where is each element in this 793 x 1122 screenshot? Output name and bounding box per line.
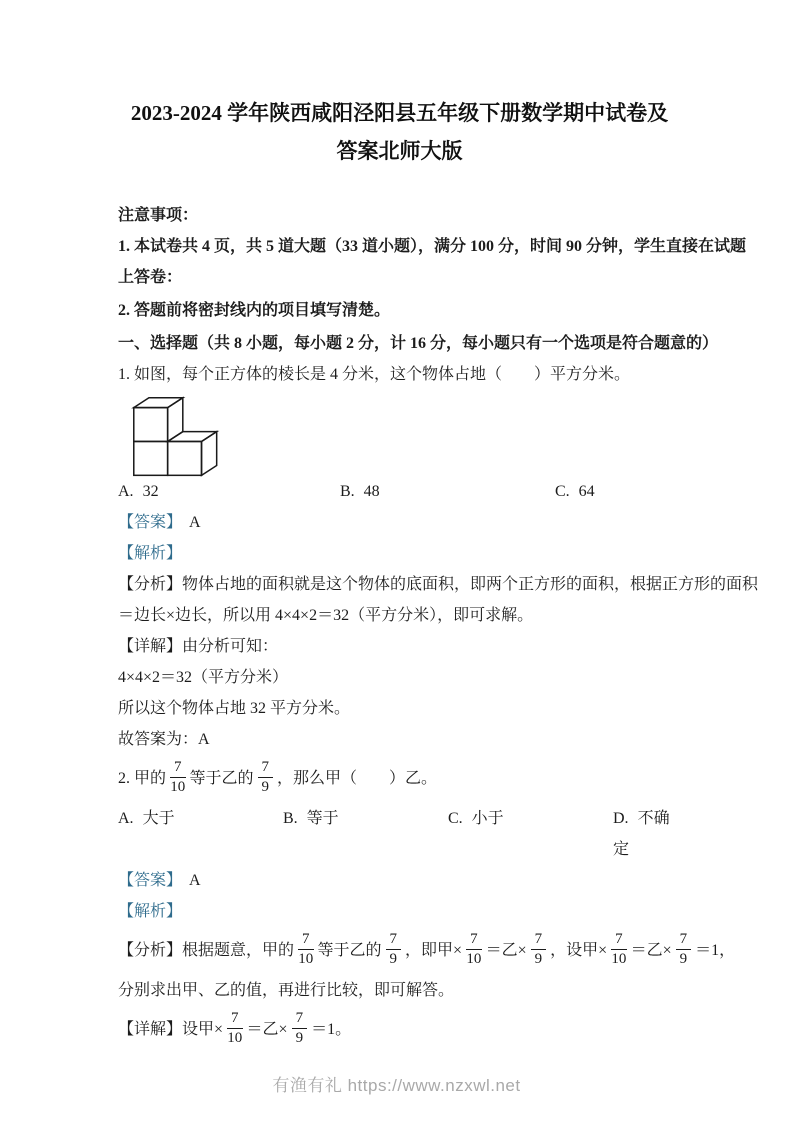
q2-jiexi-label: 【解析】 (118, 903, 183, 920)
q1-jiexi-label: 【解析】 (118, 545, 183, 562)
q1-analysis-line1: 【分析】物体占地的面积就是这个物体的底面积，即两个正方形的面积，根据正方形的面积 (118, 576, 759, 593)
q1-answer-value: A (189, 514, 201, 531)
cubes-figure (125, 396, 681, 476)
q2-answer-line (118, 865, 681, 896)
option-value: 等于 (306, 810, 339, 827)
q2-analysis-line2: 分别求出甲、乙的值，再进行比较，即可解答。 (118, 982, 455, 999)
fraction: $\frac{7}{10}$ (227, 1009, 243, 1046)
option-value: 32 (142, 483, 159, 500)
fraction: $\frac{7}{9}$ (258, 759, 274, 797)
q2-option-c (448, 803, 613, 865)
option-label: B. (340, 483, 355, 500)
option-label: A. (118, 810, 134, 827)
option-value: 大于 (142, 810, 175, 827)
q1-option-c (555, 476, 681, 507)
q2-option-d (613, 803, 681, 865)
q1-calc-line: 4×4×2＝32（平方分米） (118, 669, 289, 686)
q1-option-a (118, 476, 340, 507)
fraction: $\frac{7}{10}$ (170, 758, 186, 795)
option-label: D. (613, 810, 629, 827)
fraction: $\frac{7}{9}$ (292, 1010, 308, 1048)
notes-item1-line2: 上答卷： (118, 269, 183, 286)
answer-label: 【答案】 (118, 514, 183, 531)
fraction: $\frac{7}{9}$ (531, 931, 547, 969)
fraction: $\frac{7}{9}$ (386, 931, 402, 969)
option-value: 48 (363, 483, 380, 500)
q1-detail-line1: 【详解】由分析可知： (118, 638, 279, 655)
q1-option-b (340, 476, 555, 507)
option-value: 不确定 (613, 810, 670, 858)
document-title (118, 94, 681, 170)
option-label: C. (448, 810, 463, 827)
fraction: $\frac{7}{10}$ (611, 930, 627, 967)
q1-final-answer-line: 故答案为：A (118, 731, 210, 748)
q2-option-b (283, 803, 448, 865)
notes-heading: 注意事项： (118, 207, 199, 224)
site-watermark: 有渔有礼 https://www.nzxwl.net (272, 1076, 521, 1095)
q2-option-a (118, 803, 283, 865)
section-1-heading: 一、选择题（共 8 小题，每小题 2 分，计 16 分，每小题只有一个选项是符合题意的） (118, 335, 719, 352)
document-title-line2: 答案北师大版 (336, 139, 463, 163)
q2-answer-value: A (189, 872, 201, 889)
fraction: $\frac{7}{10}$ (298, 930, 314, 967)
document-title-line1: 2023-2024 学年陕西咸阳泾阳县五年级下册数学期中试卷及 (130, 101, 669, 125)
notes-item2: 2. 答题前将密封线内的项目填写清楚。 (118, 302, 391, 319)
q1-answer-line (118, 507, 681, 538)
fraction: $\frac{7}{9}$ (676, 931, 692, 969)
question-1-text: 1. 如图，每个正方体的棱长是 4 分米，这个物体占地（ ）平方分米。 (118, 366, 631, 383)
q1-conclusion-line: 所以这个物体占地 32 平方分米。 (118, 700, 351, 717)
notes-item1-line1: 1. 本试卷共 4 页，共 5 道大题（33 道小题），满分 100 分，时间 90 分钟，学生直接在试题 (118, 238, 747, 255)
option-label: C. (555, 483, 570, 500)
option-value: 64 (578, 483, 595, 500)
question-1-options (118, 476, 681, 507)
q2-analysis-line1: 【分析】根据题意，甲的 $\frac{7}{10}$ 等于乙的 $\frac{7}{9}$ ，即甲× $\frac{7}{10}$ ＝乙× $\frac{7}{9}$ ，设甲× $\frac{7}{10}$ ＝乙× $\frac{7}{9}$ ＝1， (118, 930, 736, 967)
q1-analysis-line2: ＝边长×边长，所以用 4×4×2＝32（平方分米），即可求解。 (118, 607, 534, 624)
question-2-text: 2. 甲的 $\frac{7}{10}$ 等于乙的 $\frac{7}{9}$ ，那么甲（ ）乙。 (118, 758, 438, 795)
q2-detail-line: 【详解】设甲× $\frac{7}{10}$ ＝乙× $\frac{7}{9}$ ＝1。 (118, 1009, 352, 1046)
three-cubes-figure-svg (125, 396, 221, 478)
option-label: A. (118, 483, 134, 500)
option-value: 小于 (471, 810, 504, 827)
answer-label: 【答案】 (118, 872, 183, 889)
fraction: $\frac{7}{10}$ (466, 930, 482, 967)
option-label: B. (283, 810, 298, 827)
question-2-options (118, 803, 681, 865)
